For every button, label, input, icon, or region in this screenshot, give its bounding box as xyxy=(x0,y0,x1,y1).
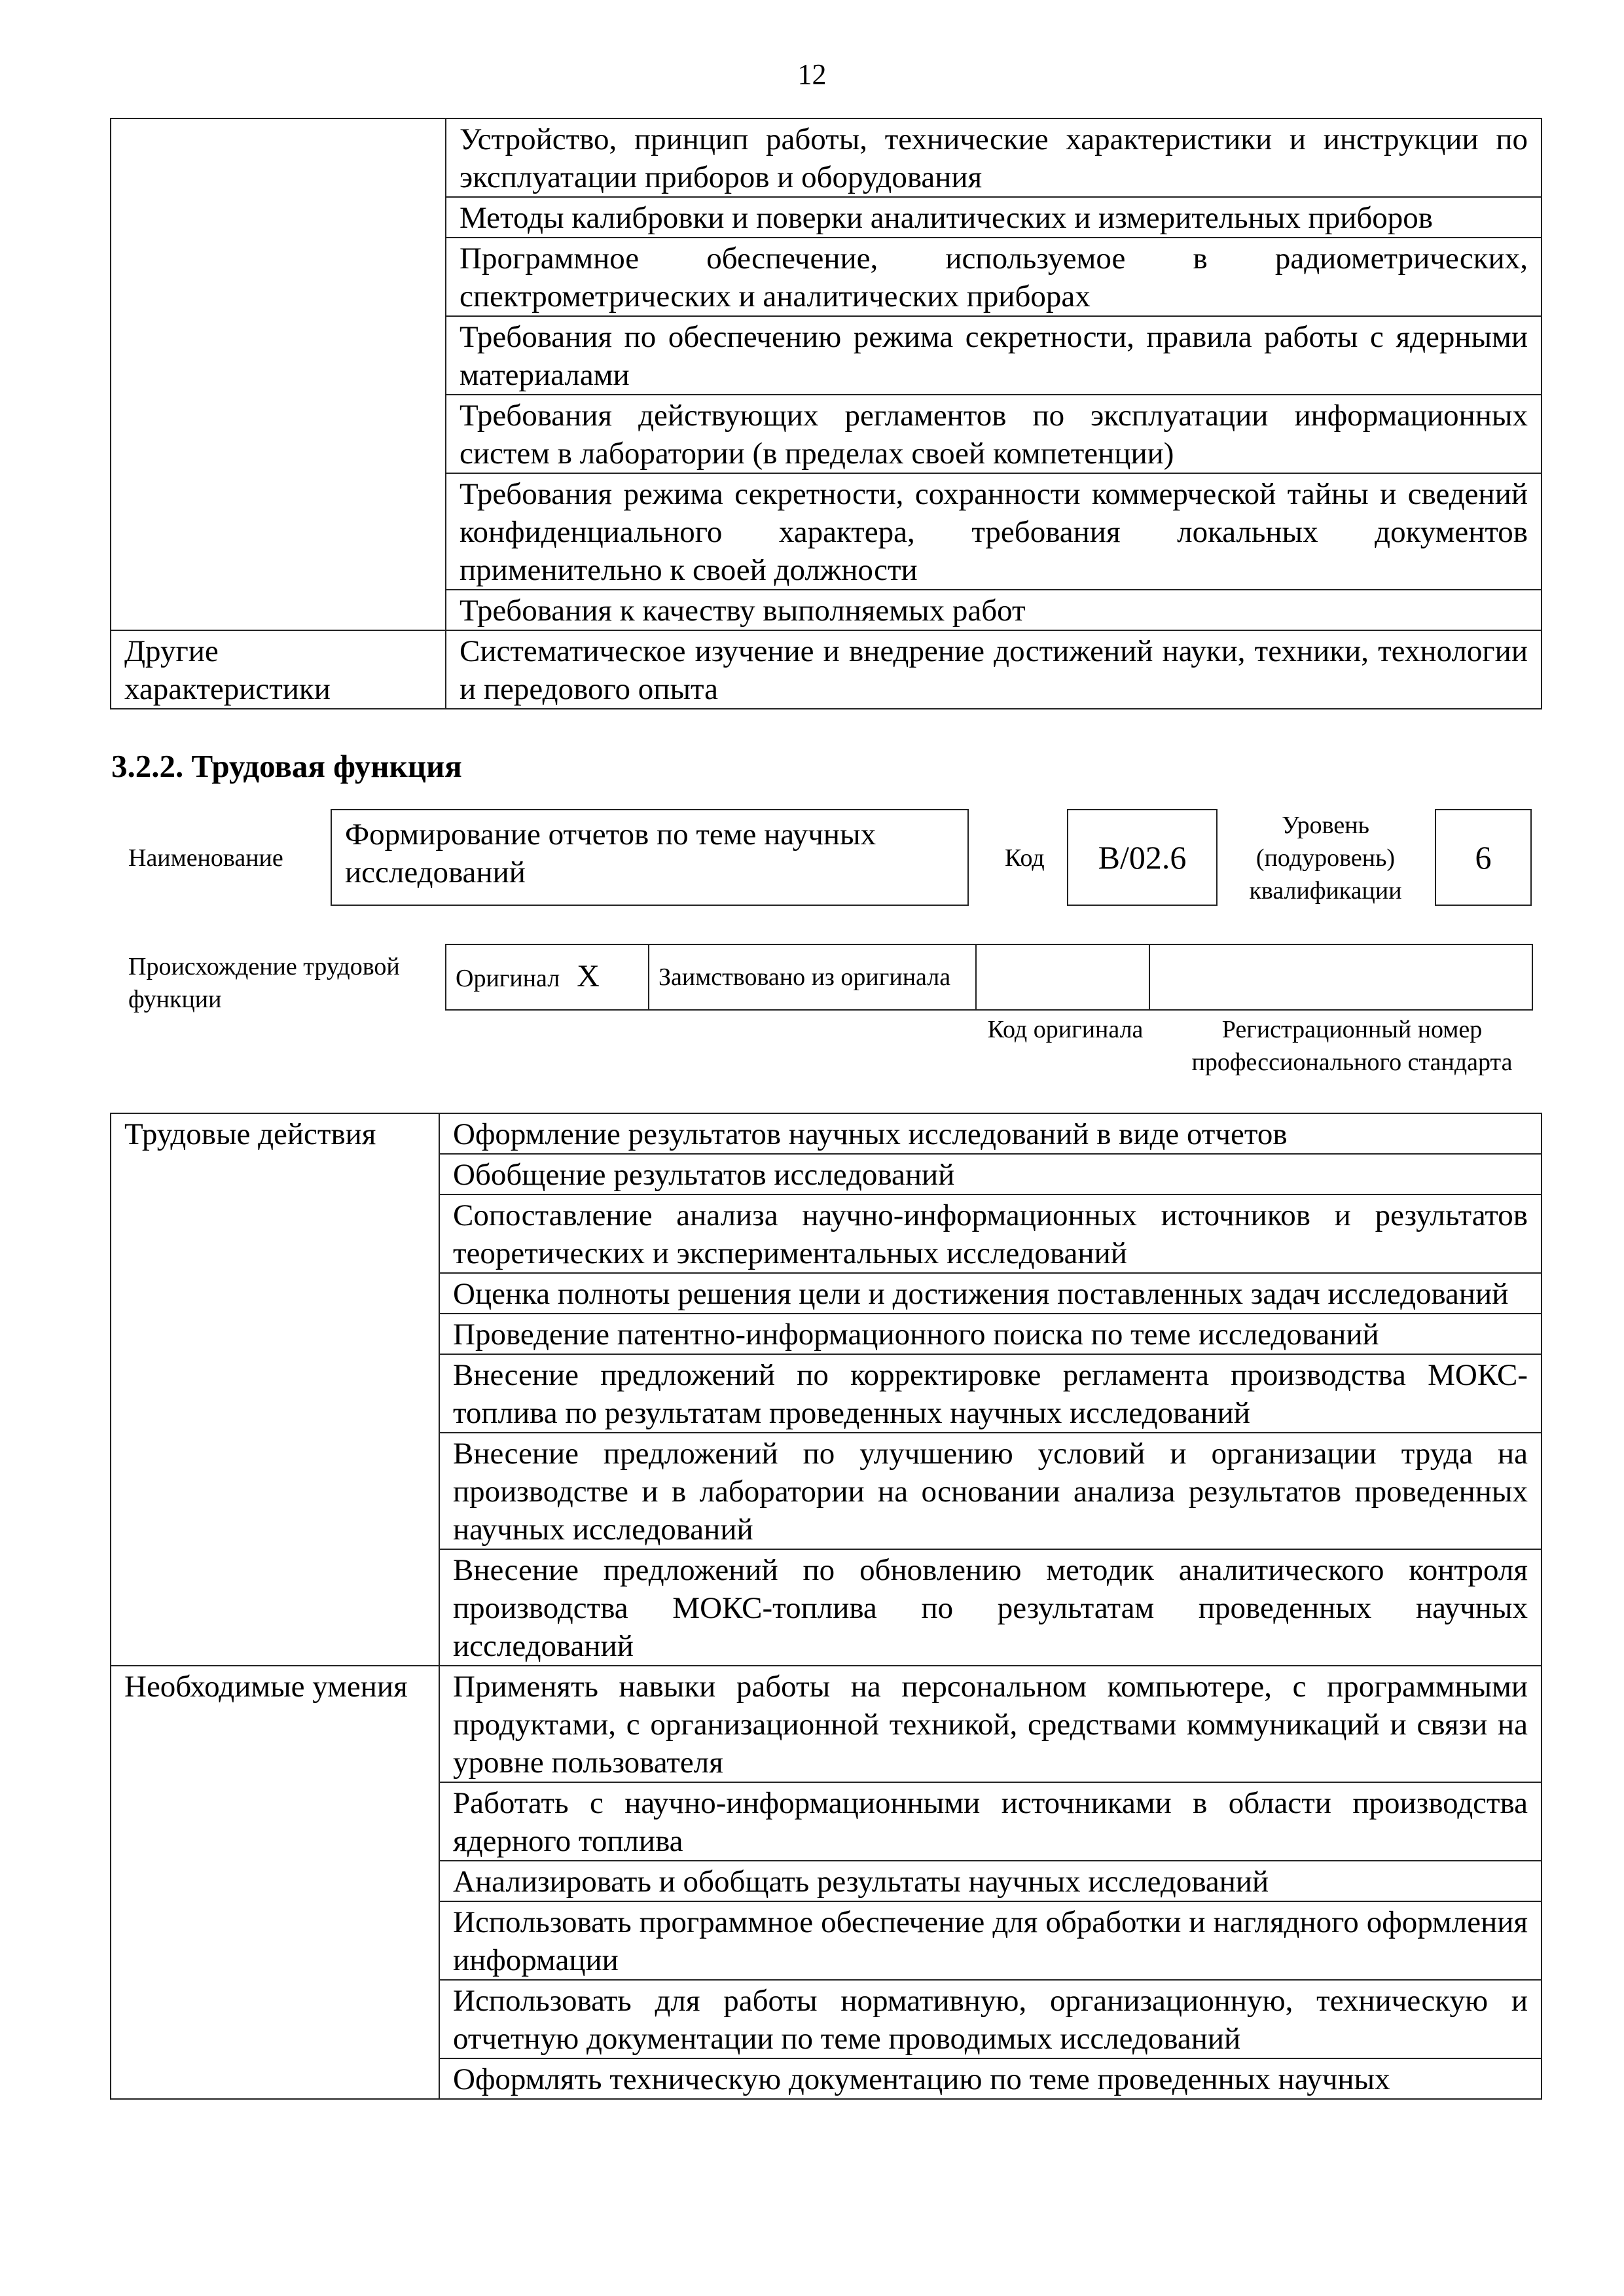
table-row xyxy=(111,630,1542,709)
labor-action-item: Сопоставление анализа научно-информационных источников и результатов теоретических и экспериментальных исследований xyxy=(439,1194,1542,1273)
table-row xyxy=(446,944,1532,1010)
skill-item: Использовать программное обеспечение для обработки и наглядного оформления информации xyxy=(439,1901,1542,1980)
labor-action-item: Внесение предложений по обновлению методик аналитического контроля производства МОКС-топлива по результатам проведенных научных исследований xyxy=(439,1549,1542,1666)
knowledge-table xyxy=(110,118,1542,709)
labor-action-item: Оценка полноты решения цели и достижения поставленных задач исследований xyxy=(439,1273,1542,1314)
labor-action-item: Внесение предложений по улучшению условий и организации труда на производстве и в лаборатории на основании анализа результатов проведенных научных исследований xyxy=(439,1433,1542,1549)
level-label: Уровень (подуровень) квалификации xyxy=(1249,812,1402,905)
table-row xyxy=(111,1113,1542,1154)
labor-actions-label: Трудовые действия xyxy=(111,1113,439,1666)
origin-x-mark: X xyxy=(577,958,600,994)
knowledge-label-cell xyxy=(111,118,446,630)
origin-borrowed-cell: Заимствовано из оригинала xyxy=(649,944,976,1010)
skill-item: Работать с научно-информационными источниками в области производства ядерного топлива xyxy=(439,1782,1542,1861)
origin-original-label: Оригинал xyxy=(456,964,560,992)
knowledge-item: Требования к качеству выполняемых работ xyxy=(446,590,1542,630)
origin-original-cell xyxy=(446,944,649,1010)
labor-action-item: Внесение предложений по корректировке регламента производства МОКС-топлива по результатам проведенных научных исследований xyxy=(439,1354,1542,1433)
knowledge-item: Устройство, принцип работы, технические характеристики и инструкции по эксплуатации приборов и оборудования xyxy=(446,118,1542,197)
table-row xyxy=(111,1666,1542,1782)
knowledge-item: Требования по обеспечению режима секретности, правила работы с ядерными материалами xyxy=(446,316,1542,395)
skill-item: Использовать для работы нормативную, организационную, техническую и отчетную документации по теме проводимых исследований xyxy=(439,1980,1542,2058)
table-row xyxy=(111,118,1542,197)
origin-label: Происхождение трудовой функции xyxy=(128,953,400,1013)
required-skills-label: Необходимые умения xyxy=(111,1666,439,2099)
caption-code-original: Код оригинала xyxy=(987,1016,1144,1043)
other-characteristics-value: Систематическое изучение и внедрение достижений науки, техники, технологии и передового опыта xyxy=(446,630,1542,709)
origin-table xyxy=(445,944,1533,1011)
skill-item: Анализировать и обобщать результаты научных исследований xyxy=(439,1861,1542,1901)
name-label: Наименование xyxy=(128,844,283,872)
knowledge-item: Требования режима секретности, сохранности коммерческой тайны и сведений конфиденциального характера, требования локальных документов применительно к своей должности xyxy=(446,473,1542,590)
function-name-box: Формирование отчетов по теме научных исследований xyxy=(331,809,969,906)
knowledge-item: Требования действующих регламентов по эксплуатации информационных систем в лаборатории (в пределах своей компетенции) xyxy=(446,395,1542,473)
other-characteristics-label: Другие характеристики xyxy=(111,630,446,709)
knowledge-item: Методы калибровки и поверки аналитических и измерительных приборов xyxy=(446,197,1542,238)
origin-reg-cell xyxy=(1149,944,1532,1010)
skill-item: Применять навыки работы на персональном компьютере, с программными продуктами, с организационной техникой, средствами коммуникаций и связи на уровне пользователя xyxy=(439,1666,1542,1782)
labor-action-item: Проведение патентно-информационного поиска по теме исследований xyxy=(439,1314,1542,1354)
code-label: Код xyxy=(1005,844,1045,872)
knowledge-item: Программное обеспечение, используемое в радиометрических, спектрометрических и аналитических приборах xyxy=(446,238,1542,316)
function-code-box: B/02.6 xyxy=(1067,809,1218,906)
qualification-level-box: 6 xyxy=(1435,809,1532,906)
labor-action-item: Оформление результатов научных исследований в виде отчетов xyxy=(439,1113,1542,1154)
actions-table xyxy=(110,1113,1542,2100)
labor-action-item: Обобщение результатов исследований xyxy=(439,1154,1542,1194)
origin-code-cell xyxy=(976,944,1149,1010)
section-heading: 3.2.2. Трудовая функция xyxy=(111,748,462,784)
page-number: 12 xyxy=(797,58,827,90)
skill-item: Оформлять техническую документацию по теме проведенных научных xyxy=(439,2058,1542,2099)
caption-registration-number: Регистрационный номер профессионального стандарта xyxy=(1191,1016,1513,1076)
